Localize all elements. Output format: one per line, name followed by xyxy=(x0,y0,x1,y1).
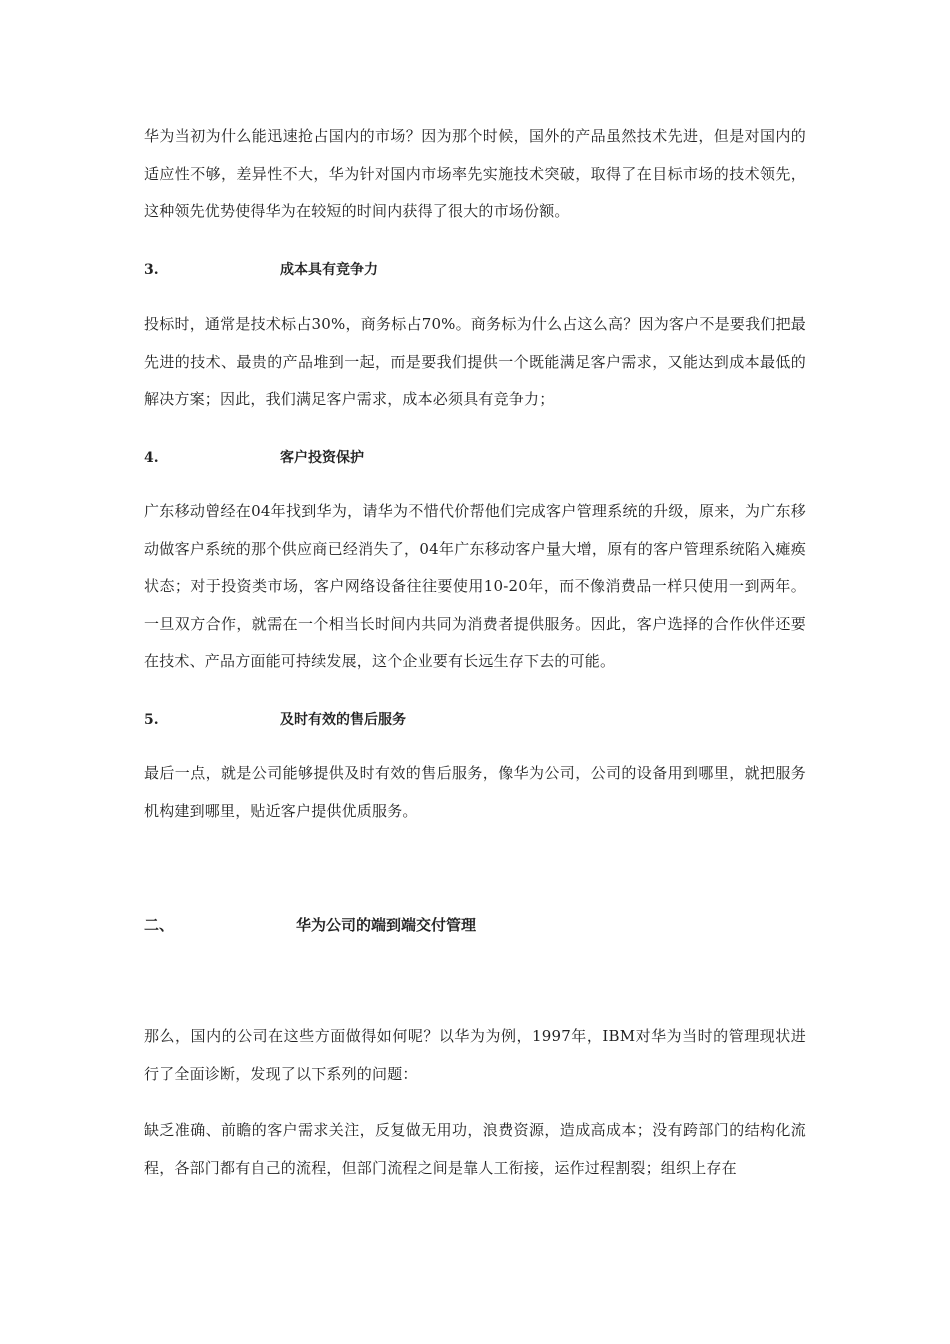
paragraph-bidding: 投标时，通常是技术标占30%，商务标占70%。商务标为什么占这么高？因为客户不是要我们把最先进的技术、最贵的产品堆到一起，而是要我们提供一个既能满足客户需求，又能达到成本最低的解决方案；因此，我们满足客户需求，成本必须具有竞争力； xyxy=(144,315,806,408)
section-title: 华为公司的端到端交付管理 xyxy=(296,916,477,934)
paragraph-problems: 缺乏准确、前瞻的客户需求关注，反复做无用功，浪费资源，造成高成本；没有跨部门的结构化流程，各部门都有自己的流程，但部门流程之间是靠人工衔接，运作过程割裂；组织上存在 xyxy=(144,1121,806,1177)
paragraph-ibm-diagnosis: 那么，国内的公司在这些方面做得如何呢？以华为为例，1997年，IBM对华为当时的管理现状进行了全面诊断，发现了以下系列的问题： xyxy=(144,1027,806,1083)
heading-investment-protection xyxy=(144,448,364,468)
paragraph-guangdong-mobile: 广东移动曾经在04年找到华为，请华为不惜代价帮他们完成客户管理系统的升级，原来，为广东移动做客户系统的那个供应商已经消失了，04年广东移动客户量大增，原有的客户管理系统陷入瘫痪状态；对于投资类市场，客户网络设备往往要使用10-20年，而不像消费品一样只使用一到两年。一旦双方合作，就需在一个相当长时间内共同为消费者提供服务。因此，客户选择的合作伙伴还要在技术、产品方面能可持续发展，这个企业要有长远生存下去的可能。 xyxy=(144,502,806,670)
paragraph-market-entry: 华为当初为什么能迅速抢占国内的市场？因为那个时候，国外的产品虽然技术先进，但是对国内的适应性不够，差异性不大，华为针对国内市场率先实施技术突破，取得了在目标市场的技术领先，这种领先优势使得华为在较短的时间内获得了很大的市场份额。 xyxy=(144,127,806,220)
heading-after-sales xyxy=(144,710,406,730)
heading-cost-competitiveness xyxy=(144,260,378,280)
section-heading-end-to-end xyxy=(144,915,476,935)
heading-title: 客户投资保护 xyxy=(280,450,364,466)
heading-number: 4. xyxy=(144,450,159,466)
heading-title: 成本具有竞争力 xyxy=(280,262,378,278)
heading-number: 5. xyxy=(144,712,159,728)
heading-title: 及时有效的售后服务 xyxy=(280,712,406,728)
section-number: 二、 xyxy=(144,916,175,934)
heading-number: 3. xyxy=(144,262,159,278)
paragraph-after-sales: 最后一点，就是公司能够提供及时有效的售后服务，像华为公司，公司的设备用到哪里，就把服务机构建到哪里，贴近客户提供优质服务。 xyxy=(144,764,806,820)
